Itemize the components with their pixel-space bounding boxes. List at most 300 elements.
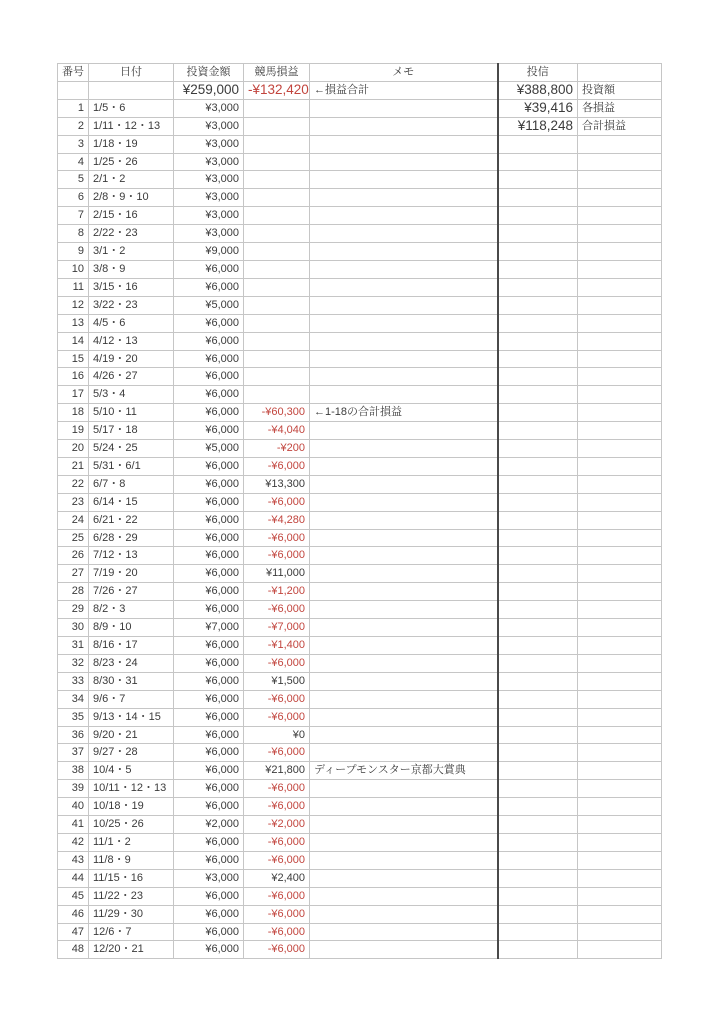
cell-date: 11/8・9 <box>89 851 174 869</box>
cell-memo <box>310 189 498 207</box>
cell-keiba-pl: -¥6,000 <box>244 529 310 547</box>
cell-note <box>578 296 662 314</box>
cell-note <box>578 923 662 941</box>
cell-number: 36 <box>58 726 89 744</box>
cell-memo <box>310 672 498 690</box>
cell-memo <box>310 99 498 117</box>
cell-memo <box>310 207 498 225</box>
cell-date: 8/16・17 <box>89 637 174 655</box>
table-row <box>58 260 662 278</box>
table-row <box>58 547 662 565</box>
cell-investment: ¥3,000 <box>174 135 244 153</box>
cell-keiba-pl <box>244 296 310 314</box>
table-row <box>58 475 662 493</box>
cell-investment: ¥6,000 <box>174 583 244 601</box>
cell-date: 12/6・7 <box>89 923 174 941</box>
cell-toshin <box>498 619 578 637</box>
cell-note <box>578 440 662 458</box>
table-row <box>58 135 662 153</box>
cell-toshin <box>498 475 578 493</box>
cell-toshin <box>498 493 578 511</box>
cell-keiba-pl: ¥21,800 <box>244 762 310 780</box>
cell-investment: ¥6,000 <box>174 672 244 690</box>
header-keiba-pl: 競馬損益 <box>244 64 310 82</box>
header-row <box>58 64 662 82</box>
cell-number: 17 <box>58 386 89 404</box>
cell-note <box>578 135 662 153</box>
cell-note <box>578 350 662 368</box>
table-row <box>58 332 662 350</box>
cell-date: 5/3・4 <box>89 386 174 404</box>
cell-number: 32 <box>58 654 89 672</box>
cell-investment: ¥259,000 <box>174 81 244 99</box>
cell-date: 6/21・22 <box>89 511 174 529</box>
cell-memo <box>310 493 498 511</box>
cell-toshin <box>498 851 578 869</box>
cell-number: 43 <box>58 851 89 869</box>
table-row <box>58 207 662 225</box>
cell-investment: ¥3,000 <box>174 207 244 225</box>
cell-number: 9 <box>58 243 89 261</box>
cell-note <box>578 654 662 672</box>
cell-investment: ¥6,000 <box>174 511 244 529</box>
cell-toshin <box>498 511 578 529</box>
cell-date: 9/20・21 <box>89 726 174 744</box>
cell-number: 11 <box>58 278 89 296</box>
cell-memo <box>310 780 498 798</box>
cell-keiba-pl: -¥6,000 <box>244 905 310 923</box>
cell-memo <box>310 511 498 529</box>
cell-number: 7 <box>58 207 89 225</box>
cell-investment: ¥6,000 <box>174 404 244 422</box>
cell-toshin <box>498 260 578 278</box>
cell-memo <box>310 601 498 619</box>
cell-investment: ¥2,000 <box>174 816 244 834</box>
cell-keiba-pl: -¥6,000 <box>244 690 310 708</box>
cell-investment: ¥6,000 <box>174 780 244 798</box>
table-row <box>58 368 662 386</box>
cell-note <box>578 404 662 422</box>
summary-row <box>58 81 662 99</box>
cell-note <box>578 690 662 708</box>
cell-date: 11/1・2 <box>89 833 174 851</box>
cell-note: 合計損益 <box>578 117 662 135</box>
cell-investment: ¥6,000 <box>174 833 244 851</box>
cell-number: 26 <box>58 547 89 565</box>
cell-memo <box>310 583 498 601</box>
cell-date: 8/2・3 <box>89 601 174 619</box>
cell-note <box>578 189 662 207</box>
cell-date: 3/15・16 <box>89 278 174 296</box>
table-row <box>58 780 662 798</box>
cell-date: 8/23・24 <box>89 654 174 672</box>
cell-investment: ¥6,000 <box>174 565 244 583</box>
cell-toshin <box>498 440 578 458</box>
cell-investment: ¥6,000 <box>174 637 244 655</box>
cell-date: 11/15・16 <box>89 869 174 887</box>
cell-number: 38 <box>58 762 89 780</box>
cell-number: 10 <box>58 260 89 278</box>
cell-number: 37 <box>58 744 89 762</box>
cell-date: 1/18・19 <box>89 135 174 153</box>
cell-note <box>578 565 662 583</box>
header-date: 日付 <box>89 64 174 82</box>
cell-investment: ¥5,000 <box>174 440 244 458</box>
table-row <box>58 923 662 941</box>
cell-note <box>578 619 662 637</box>
cell-note <box>578 833 662 851</box>
cell-date: 1/5・6 <box>89 99 174 117</box>
cell-memo <box>310 905 498 923</box>
cell-memo <box>310 726 498 744</box>
cell-toshin <box>498 654 578 672</box>
cell-keiba-pl <box>244 171 310 189</box>
cell-investment: ¥6,000 <box>174 529 244 547</box>
table-row <box>58 493 662 511</box>
cell-date: 4/12・13 <box>89 332 174 350</box>
cell-investment: ¥6,000 <box>174 798 244 816</box>
table-row <box>58 99 662 117</box>
cell-memo <box>310 941 498 959</box>
cell-investment: ¥3,000 <box>174 189 244 207</box>
cell-number: 28 <box>58 583 89 601</box>
cell-investment: ¥6,000 <box>174 547 244 565</box>
cell-note <box>578 726 662 744</box>
cell-investment: ¥3,000 <box>174 869 244 887</box>
cell-investment: ¥6,000 <box>174 923 244 941</box>
cell-note <box>578 547 662 565</box>
cell-note <box>578 744 662 762</box>
cell-memo <box>310 225 498 243</box>
cell-note <box>578 583 662 601</box>
cell-number: 34 <box>58 690 89 708</box>
cell-number: 29 <box>58 601 89 619</box>
header-note <box>578 64 662 82</box>
cell-number: 35 <box>58 708 89 726</box>
cell-toshin <box>498 547 578 565</box>
cell-investment: ¥6,000 <box>174 905 244 923</box>
cell-investment: ¥3,000 <box>174 171 244 189</box>
cell-keiba-pl: -¥6,000 <box>244 780 310 798</box>
cell-memo <box>310 547 498 565</box>
table-row <box>58 619 662 637</box>
cell-toshin <box>498 386 578 404</box>
cell-toshin <box>498 672 578 690</box>
cell-number: 15 <box>58 350 89 368</box>
table-row <box>58 457 662 475</box>
cell-date: 2/15・16 <box>89 207 174 225</box>
cell-toshin <box>498 225 578 243</box>
cell-keiba-pl <box>244 386 310 404</box>
cell-toshin <box>498 189 578 207</box>
cell-memo <box>310 260 498 278</box>
cell-note <box>578 762 662 780</box>
cell-note <box>578 260 662 278</box>
cell-toshin <box>498 833 578 851</box>
table-row <box>58 833 662 851</box>
cell-toshin <box>498 565 578 583</box>
cell-investment: ¥6,000 <box>174 887 244 905</box>
cell-note <box>578 422 662 440</box>
cell-memo <box>310 887 498 905</box>
cell-keiba-pl <box>244 207 310 225</box>
cell-number: 48 <box>58 941 89 959</box>
cell-memo <box>310 529 498 547</box>
table-row <box>58 189 662 207</box>
table-row <box>58 583 662 601</box>
cell-toshin <box>498 726 578 744</box>
cell-keiba-pl <box>244 260 310 278</box>
cell-date: 9/13・14・15 <box>89 708 174 726</box>
cell-date: 1/25・26 <box>89 153 174 171</box>
cell-memo <box>310 296 498 314</box>
cell-number: 19 <box>58 422 89 440</box>
cell-note <box>578 637 662 655</box>
cell-investment: ¥6,000 <box>174 601 244 619</box>
cell-investment: ¥6,000 <box>174 851 244 869</box>
cell-note <box>578 493 662 511</box>
cell-note <box>578 798 662 816</box>
cell-toshin <box>498 583 578 601</box>
cell-keiba-pl: -¥6,000 <box>244 833 310 851</box>
cell-date: 11/22・23 <box>89 887 174 905</box>
cell-toshin <box>498 296 578 314</box>
table-row <box>58 511 662 529</box>
cell-investment: ¥5,000 <box>174 296 244 314</box>
cell-investment: ¥6,000 <box>174 386 244 404</box>
cell-toshin <box>498 780 578 798</box>
cell-investment: ¥6,000 <box>174 941 244 959</box>
cell-investment: ¥6,000 <box>174 690 244 708</box>
cell-number: 42 <box>58 833 89 851</box>
cell-keiba-pl: -¥132,420 <box>244 81 310 99</box>
table-row <box>58 404 662 422</box>
cell-keiba-pl: -¥4,280 <box>244 511 310 529</box>
cell-note <box>578 529 662 547</box>
table-row <box>58 690 662 708</box>
cell-date: 1/11・12・13 <box>89 117 174 135</box>
cell-toshin <box>498 529 578 547</box>
cell-note <box>578 171 662 189</box>
cell-toshin <box>498 368 578 386</box>
cell-date: 6/14・15 <box>89 493 174 511</box>
cell-date: 8/30・31 <box>89 672 174 690</box>
cell-note <box>578 332 662 350</box>
table-row <box>58 296 662 314</box>
cell-investment: ¥6,000 <box>174 744 244 762</box>
cell-date: 2/22・23 <box>89 225 174 243</box>
cell-toshin <box>498 332 578 350</box>
cell-memo <box>310 923 498 941</box>
cell-note <box>578 672 662 690</box>
cell-toshin <box>498 637 578 655</box>
cell-memo <box>310 386 498 404</box>
cell-date: 4/5・6 <box>89 314 174 332</box>
cell-memo <box>310 422 498 440</box>
cell-keiba-pl <box>244 243 310 261</box>
cell-number: 27 <box>58 565 89 583</box>
table-body <box>58 81 662 958</box>
cell-number: 20 <box>58 440 89 458</box>
table-header <box>58 64 662 82</box>
cell-keiba-pl: -¥6,000 <box>244 547 310 565</box>
cell-date <box>89 81 174 99</box>
table-row <box>58 243 662 261</box>
cell-memo <box>310 350 498 368</box>
cell-keiba-pl: -¥4,040 <box>244 422 310 440</box>
cell-keiba-pl: -¥6,000 <box>244 654 310 672</box>
cell-number: 21 <box>58 457 89 475</box>
cell-memo <box>310 440 498 458</box>
table-row <box>58 708 662 726</box>
cell-note <box>578 941 662 959</box>
cell-number: 30 <box>58 619 89 637</box>
cell-number: 14 <box>58 332 89 350</box>
cell-toshin <box>498 207 578 225</box>
cell-toshin <box>498 941 578 959</box>
cell-keiba-pl <box>244 368 310 386</box>
cell-number: 31 <box>58 637 89 655</box>
cell-note <box>578 816 662 834</box>
cell-note <box>578 601 662 619</box>
cell-memo: ディープモンスター京都大賞典 <box>310 762 498 780</box>
cell-note: 各損益 <box>578 99 662 117</box>
cell-date: 9/6・7 <box>89 690 174 708</box>
cell-keiba-pl: -¥6,000 <box>244 744 310 762</box>
cell-date: 6/28・29 <box>89 529 174 547</box>
cell-number: 3 <box>58 135 89 153</box>
table-row <box>58 672 662 690</box>
cell-investment: ¥6,000 <box>174 278 244 296</box>
cell-investment: ¥6,000 <box>174 368 244 386</box>
cell-date: 3/1・2 <box>89 243 174 261</box>
cell-number: 39 <box>58 780 89 798</box>
cell-number: 23 <box>58 493 89 511</box>
cell-toshin <box>498 135 578 153</box>
cell-memo <box>310 637 498 655</box>
cell-memo <box>310 457 498 475</box>
cell-memo <box>310 869 498 887</box>
cell-note <box>578 368 662 386</box>
cell-keiba-pl: -¥6,000 <box>244 851 310 869</box>
cell-date: 3/8・9 <box>89 260 174 278</box>
cell-memo: ←1-18の合計損益 <box>310 404 498 422</box>
cell-toshin <box>498 422 578 440</box>
cell-keiba-pl: -¥6,000 <box>244 457 310 475</box>
cell-note <box>578 225 662 243</box>
cell-date: 4/26・27 <box>89 368 174 386</box>
cell-toshin <box>498 762 578 780</box>
cell-keiba-pl: -¥6,000 <box>244 601 310 619</box>
cell-toshin <box>498 404 578 422</box>
cell-investment: ¥6,000 <box>174 422 244 440</box>
cell-investment: ¥6,000 <box>174 708 244 726</box>
cell-toshin <box>498 798 578 816</box>
cell-note <box>578 780 662 798</box>
cell-date: 5/17・18 <box>89 422 174 440</box>
table-row <box>58 941 662 959</box>
cell-number: 1 <box>58 99 89 117</box>
table-row <box>58 440 662 458</box>
cell-toshin <box>498 708 578 726</box>
cell-keiba-pl: -¥1,400 <box>244 637 310 655</box>
cell-keiba-pl <box>244 332 310 350</box>
cell-date: 3/22・23 <box>89 296 174 314</box>
cell-keiba-pl <box>244 99 310 117</box>
table-row <box>58 726 662 744</box>
cell-toshin <box>498 171 578 189</box>
cell-investment: ¥7,000 <box>174 619 244 637</box>
table-row <box>58 869 662 887</box>
cell-investment: ¥3,000 <box>174 153 244 171</box>
cell-number: 12 <box>58 296 89 314</box>
cell-investment: ¥6,000 <box>174 260 244 278</box>
cell-investment: ¥3,000 <box>174 99 244 117</box>
table-row <box>58 529 662 547</box>
cell-date: 6/7・8 <box>89 475 174 493</box>
cell-number: 25 <box>58 529 89 547</box>
cell-date: 5/10・11 <box>89 404 174 422</box>
cell-keiba-pl: -¥6,000 <box>244 941 310 959</box>
cell-memo <box>310 171 498 189</box>
cell-date: 12/20・21 <box>89 941 174 959</box>
header-memo: メモ <box>310 64 498 82</box>
table-row <box>58 601 662 619</box>
cell-memo <box>310 332 498 350</box>
ledger-table <box>57 63 662 959</box>
cell-date: 10/4・5 <box>89 762 174 780</box>
cell-keiba-pl <box>244 117 310 135</box>
cell-number: 46 <box>58 905 89 923</box>
header-number: 番号 <box>58 64 89 82</box>
cell-toshin <box>498 153 578 171</box>
cell-memo <box>310 816 498 834</box>
cell-toshin: ¥388,800 <box>498 81 578 99</box>
cell-keiba-pl: ¥0 <box>244 726 310 744</box>
cell-number: 6 <box>58 189 89 207</box>
cell-number: 41 <box>58 816 89 834</box>
cell-investment: ¥9,000 <box>174 243 244 261</box>
cell-date: 10/18・19 <box>89 798 174 816</box>
table-row <box>58 350 662 368</box>
cell-note <box>578 207 662 225</box>
cell-note <box>578 887 662 905</box>
table-row <box>58 278 662 296</box>
cell-note <box>578 851 662 869</box>
cell-memo <box>310 314 498 332</box>
cell-date: 9/27・28 <box>89 744 174 762</box>
table-row <box>58 762 662 780</box>
cell-toshin <box>498 457 578 475</box>
cell-keiba-pl <box>244 189 310 207</box>
cell-keiba-pl <box>244 225 310 243</box>
table-row <box>58 225 662 243</box>
cell-note <box>578 708 662 726</box>
cell-number: 5 <box>58 171 89 189</box>
cell-keiba-pl: ¥2,400 <box>244 869 310 887</box>
cell-note <box>578 386 662 404</box>
cell-keiba-pl: ¥13,300 <box>244 475 310 493</box>
table-row <box>58 314 662 332</box>
cell-number: 22 <box>58 475 89 493</box>
cell-memo: ←損益合計 <box>310 81 498 99</box>
table-row <box>58 565 662 583</box>
cell-keiba-pl: -¥1,200 <box>244 583 310 601</box>
cell-memo <box>310 654 498 672</box>
cell-memo <box>310 690 498 708</box>
cell-keiba-pl <box>244 135 310 153</box>
cell-note <box>578 278 662 296</box>
